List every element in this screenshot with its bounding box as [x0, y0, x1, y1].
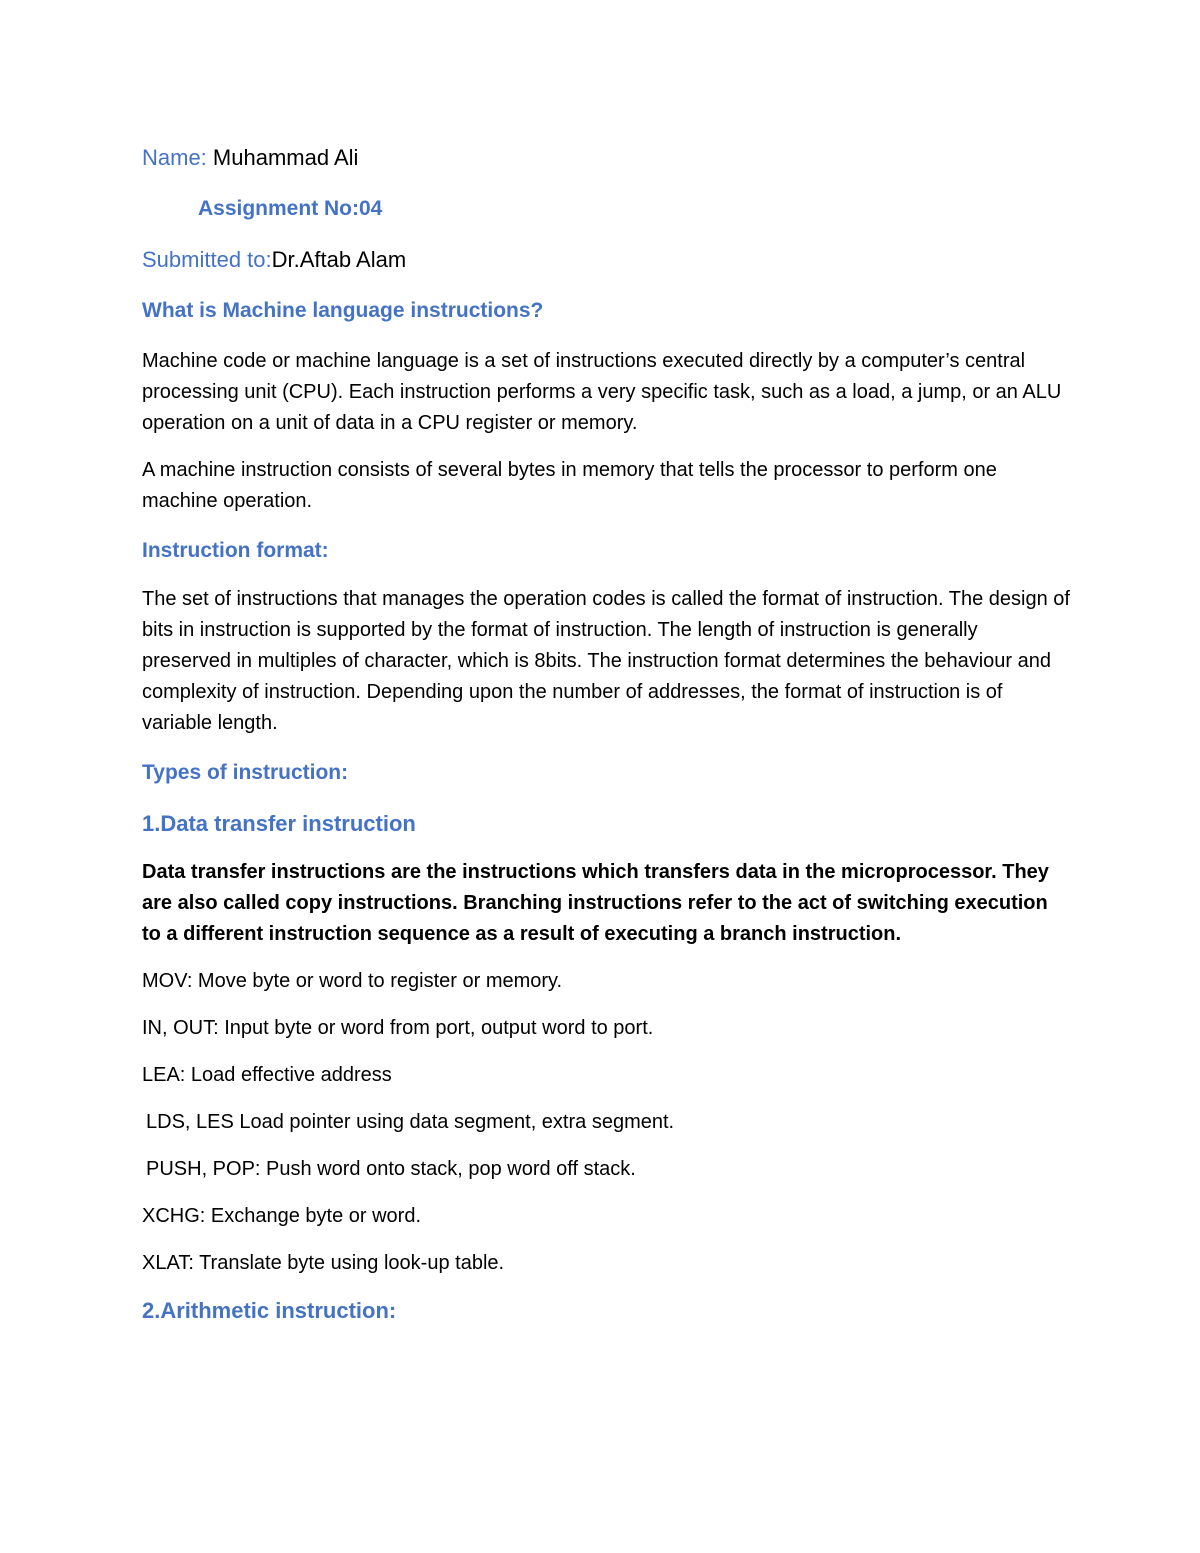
list-item-xlat: XLAT: Translate byte using look-up table.: [142, 1252, 505, 1274]
list-item-in-out: IN, OUT: Input byte or word from port, output word to port.: [142, 1017, 654, 1039]
paragraph-machine-instruction: A machine instruction consists of several bytes in memory that tells the processor to perform one machine operation.: [142, 459, 997, 512]
submitted-value: Dr.Aftab Alam: [271, 247, 407, 272]
list-item-push-pop: PUSH, POP: Push word onto stack, pop word off stack.: [146, 1158, 636, 1180]
list-item-xchg: XCHG: Exchange byte or word.: [142, 1205, 422, 1227]
paragraph-data-transfer: Data transfer instructions are the instructions which transfers data in the microprocessor. They are also called copy instructions. Branching instructions refer to the act of switching execution to a different instruction sequence as a result of executing a branch instruction.: [142, 861, 1049, 945]
list-item-mov: MOV: Move byte or word to register or memory.: [142, 970, 563, 992]
name-line: [142, 142, 1072, 173]
section-heading-machine-language: What is Machine language instructions?: [142, 299, 544, 322]
submitted-line: [142, 244, 1072, 275]
submitted-label: Submitted to:: [142, 247, 272, 272]
section-heading-data-transfer: 1.Data transfer instruction: [142, 811, 416, 836]
section-heading-arithmetic: 2.Arithmetic instruction:: [142, 1298, 397, 1323]
name-label: Name:: [142, 145, 207, 170]
document-content: [142, 142, 1072, 1326]
assignment-number: Assignment No:04: [198, 197, 383, 220]
paragraph-machine-code: Machine code or machine language is a set of instructions executed directly by a computer’s central processing unit (CPU). Each instruction performs a very specific task, such as a load, a jump, or an ALU operation on a unit of data in a CPU register or memory.: [142, 350, 1062, 434]
section-heading-instruction-format: Instruction format:: [142, 539, 329, 562]
paragraph-instruction-format: The set of instructions that manages the operation codes is called the format of instruction. The design of bits in instruction is supported by the format of instruction. The length of instruction is generally preserved in multiples of character, which is 8bits. The instruction format determines the behaviour and complexity of instruction. Depending upon the number of addresses, the format of instruction is of variable length.: [142, 588, 1070, 734]
name-value: Muhammad Ali: [206, 145, 359, 170]
list-item-lds-les: LDS, LES Load pointer using data segment, extra segment.: [146, 1111, 675, 1133]
section-heading-types: Types of instruction:: [142, 761, 349, 784]
list-item-lea: LEA: Load effective address: [142, 1064, 392, 1086]
